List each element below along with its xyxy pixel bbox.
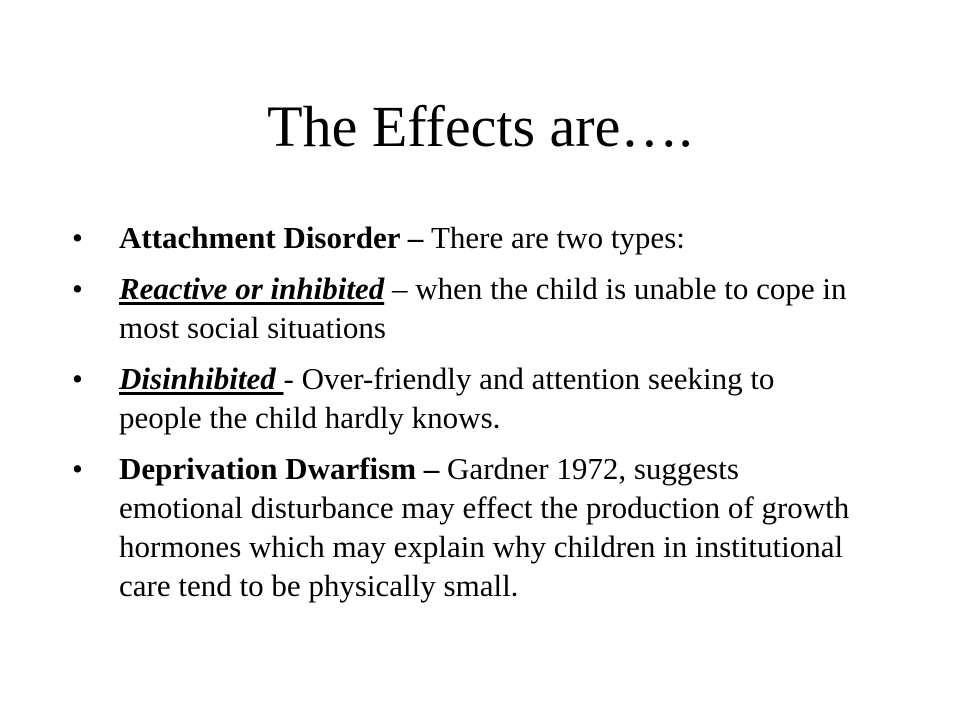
bullet-text: Gardner 1972, suggests emotional disturbance may effect the production of growth hormones which may explain why children in institutional care tend to be physically small. bbox=[119, 451, 850, 603]
bullet-list bbox=[72, 218, 862, 617]
bullet-term: Reactive or inhibited bbox=[119, 271, 385, 306]
bullet-attachment-disorder bbox=[72, 218, 862, 257]
bullet-disinhibited bbox=[72, 359, 862, 437]
bullet-separator: – bbox=[416, 451, 448, 486]
bullet-icon: • bbox=[72, 220, 83, 255]
bullet-separator: – bbox=[399, 220, 431, 255]
bullet-separator: - bbox=[283, 361, 302, 396]
bullet-term: Deprivation Dwarfism bbox=[119, 451, 417, 486]
bullet-icon: • bbox=[72, 271, 83, 306]
slide-title: The Effects are…. bbox=[267, 94, 693, 159]
bullet-term: Disinhibited bbox=[119, 361, 284, 396]
bullet-separator: – bbox=[384, 271, 416, 306]
bullet-text: Over-friendly and attention seeking to people the child hardly knows. bbox=[119, 361, 775, 435]
bullet-icon: • bbox=[72, 361, 83, 396]
bullet-deprivation-dwarfism bbox=[72, 449, 862, 605]
bullet-text: when the child is unable to cope in most social situations bbox=[119, 271, 847, 345]
bullet-term: Attachment Disorder bbox=[119, 220, 400, 255]
bullet-reactive-inhibited bbox=[72, 269, 862, 347]
bullet-text: There are two types: bbox=[430, 220, 685, 255]
bullet-icon: • bbox=[72, 451, 83, 486]
